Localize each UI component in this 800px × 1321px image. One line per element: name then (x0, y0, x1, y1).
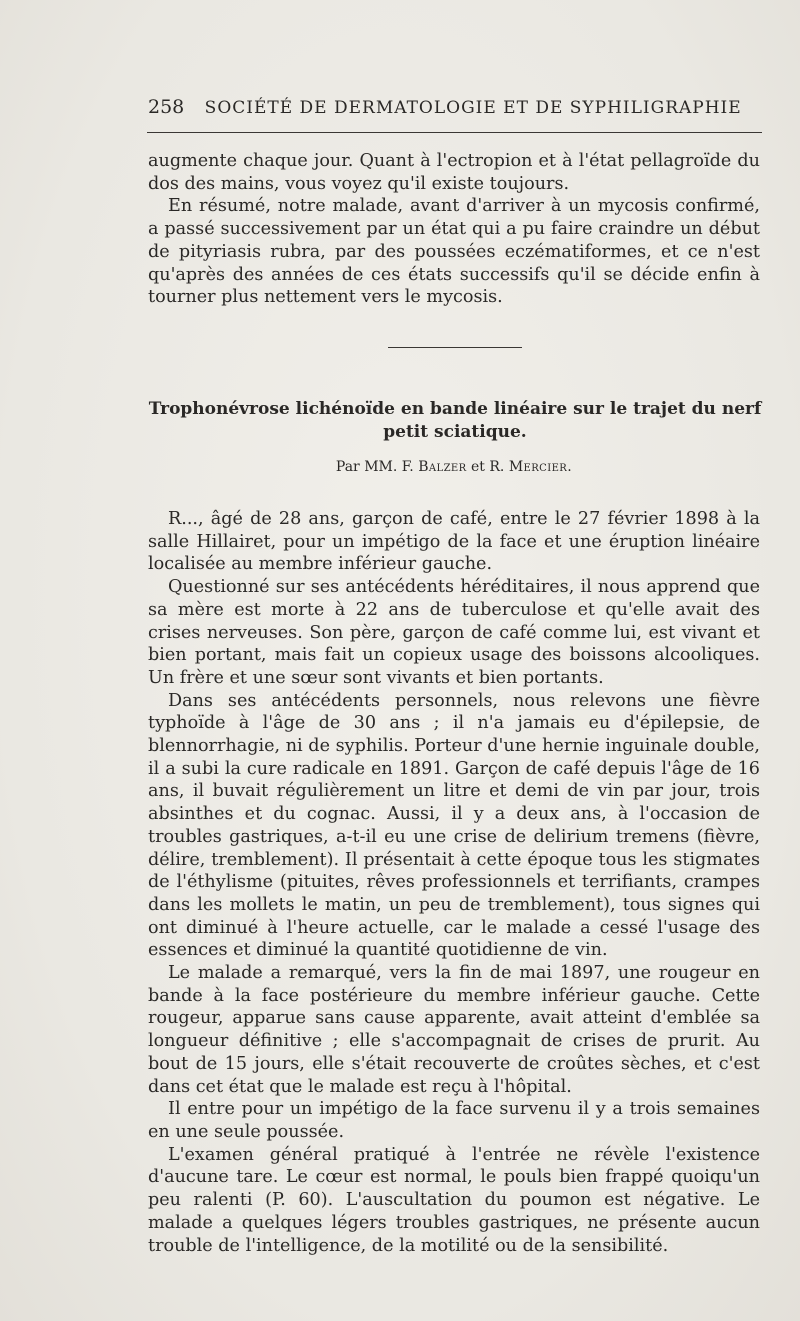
section-separator (388, 347, 522, 348)
paragraph: En résumé, notre malade, avant d'arriver à un mycosis confirmé, a passé successivement par un état qui a pu faire craindre un début de pityriasis rubra, par des poussées eczématiformes, et ce n'est qu'après des années de ces états successifs qu'il se décide enfin à tourner plus nettement vers le mycosis. (148, 196, 760, 308)
paragraph: Le malade a remarqué, vers la fin de mai 1897, une rougeur en bande à la face postérieure du membre inférieur gauche. Cette rougeur, apparue sans cause apparente, avait atteint d'emblée sa longueur définitive ; elle s'accompagnait de crises de prurit. Au bout de 15 jours, elle s'était recouverte de croûtes sèches, et c'est dans cet état que le malade est reçu à l'hôpital. (148, 963, 760, 1097)
author-name: Balzer (418, 459, 467, 475)
paragraph: R..., âgé de 28 ans, garçon de café, entre le 27 février 1898 à la salle Hillairet, pour un impétigo de la face et une éruption linéaire localisée au membre inférieur gauche. (148, 509, 760, 575)
article-title (140, 398, 770, 444)
article-title-line: Trophonévrose lichénoïde en bande linéaire sur le trajet du nerf (148, 399, 762, 419)
paragraph: Questionné sur ses antécédents héréditaires, il nous apprend que sa mère est morte à 22 ans de tuberculose et qu'elle avait des crises nerveuses. Son père, garçon de café comme lui, est vivant et bien portant, mais fait un copieux usage des boissons alcooliques. Un frère et une sœur sont vivants et bien portants. (148, 577, 760, 688)
paragraph: augmente chaque jour. Quant à l'ectropion et à l'état pellagroïde du dos des mains, vous voyez qu'il existe toujours. (148, 151, 760, 194)
previous-article-end (148, 150, 760, 309)
author-name: Mercier. (508, 459, 573, 475)
paragraph: L'examen général pratiqué à l'entrée ne révèle l'existence d'aucune tare. Le cœur est normal, le pouls bien frappé quoiqu'un peu ralenti (P. 60). L'auscultation du poumon est négative. Le malade a quelques légers troubles gastriques, ne présente aucun trouble de l'intelligence, de la motilité ou de la sensibilité. (148, 1144, 760, 1256)
article-body (148, 508, 760, 1257)
paragraph: Dans ses antécédents personnels, nous relevons une fièvre typhoïde à l'âge de 30 ans ; il n'a jamais eu d'épilepsie, de blennorrhagie, ni de syphilis. Porteur d'une hernie inguinale double, il a subi la cure radicale en 1891. Garçon de café depuis l'âge de 16 ans, il buvait régulièrement un litre et demi de vin par jour, trois absinthes et du cognac. Aussi, il y a deux ans, à l'occasion de troubles gastriques, a-t-il eu une crise de delirium tremens (fièvre, délire, tremblement). Il présentait à cette époque tous les stigmates de l'éthylisme (pituites, rêves professionnels et terrifiants, crampes dans les mollets le matin, un peu de tremblement), tous signes qui ont diminué à l'heure actuelle, car le malade a cessé l'usage des essences et diminué la quantité quotidienne de vin. (148, 690, 760, 961)
header-rule (147, 132, 762, 133)
article-title-line: petit sciatique. (383, 422, 527, 442)
page-number: 258 (148, 96, 185, 118)
running-title: SOCIÉTÉ DE DERMATOLOGIE ET DE SYPHILIGRAPHIE (204, 98, 742, 118)
running-head (148, 96, 760, 118)
byline-prefix: Par MM. F. (335, 459, 414, 475)
byline (148, 459, 760, 475)
paragraph: Il entre pour un impétigo de la face survenu il y a trois semaines en une seule poussée. (148, 1099, 760, 1142)
byline-and: et R. (471, 459, 505, 475)
